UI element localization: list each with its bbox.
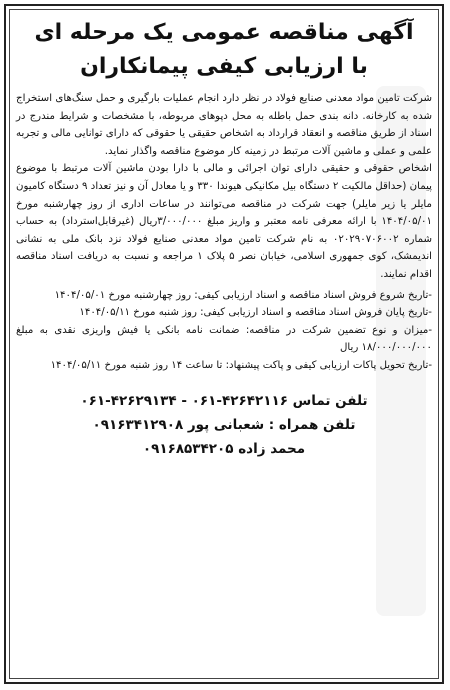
notice-frame <box>4 4 444 684</box>
title-line-1: آگهی مناقصه عمومی یک مرحله ای <box>34 20 414 45</box>
contact-mobile-1: تلفن همراه : شعبانی پور ۰۹۱۶۳۴۱۲۹۰۸ <box>92 416 356 433</box>
item-guarantee: -میزان و نوع تضمین شرکت در مناقصه: ضمانت نامه بانکی یا فیش واریزی نقدی به مبلغ ۱۸/۰۰۰/۰۰۰/۰۰۰ ریال <box>16 324 432 354</box>
item-sale-start: -تاریخ شروع فروش اسناد مناقصه و اسناد ارزیابی کیفی: روز چهارشنبه مورخ ۱۴۰۴/۰۵/۰۱ <box>54 289 432 301</box>
item-submission: -تاریخ تحویل پاکات ارزیابی کیفی و پاکت پیشنهاد: تا ساعت ۱۴ روز شنبه مورخ ۱۴۰۴/۰۵/۱۱ <box>50 359 432 371</box>
paragraph-eligibility: اشخاص حقوقی و حقیقی دارای توان اجرائی و مالی با دارا بودن ماشین آلات مرتبط با موضوع پیمان (حداقل مالکیت ۲ دستگاه بیل مکانیکی هیوندا ۳۳۰ و یا معادل آن و نیز تعداد ۹ دستگاه کامیون مایلر یا زیر مایلر) جهت شرکت در مناقصه می‌توانند در ساعات اداری از روز چهارشنبه مورخ ۱۴۰۴/۰۵/۰۱ با ارائه معرفی نامه معتبر و واریز مبلغ ۳/۰۰۰/۰۰۰ریال (غیرقابل‌استرداد) به حساب شماره ۰۲۰۲۹۰۷۰۶۰۰۲ به نام شرکت تامین مواد معدنی صنایع فولاد نزد بانک ملی به نشانی اندیمشک، کوی جمهوری اسلامی، خیابان نصر ۵ پلاک ۱ مراجعه و نسبت به دریافت اسناد مناقصه اقدام نمایند. <box>16 163 433 280</box>
notice-body <box>16 90 432 284</box>
contact-mobile-2: محمد زاده ۰۹۱۶۸۵۳۴۲۰۵ <box>142 440 306 457</box>
title-line-2: با ارزیابی کیفی پیمانکاران <box>80 54 368 79</box>
item-sale-end: -تاریخ پایان فروش اسناد مناقصه و اسناد ارزیابی کیفی: روز شنبه مورخ ۱۴۰۴/۰۵/۱۱ <box>79 307 432 319</box>
paragraph-intro: شرکت تامین مواد معدنی صنایع فولاد در نظر دارد انجام عملیات بارگیری و حمل سنگ‌های استخراج شده به کارخانه. دانه بندی حمل باطله به محل دپوهای مربوطه، با مشخصات و شرایط مندرج در اسناد از طریق مناقصه و انعقاد قرارداد به اشخاص حقیقی یا حقوقی که دارای توانایی مالی و تجربه علمی و عملی و ماشین آلات مرتبط در زمینه کار موضوع مناقصه واگذار نماید. <box>16 93 432 157</box>
schedule-list <box>16 287 432 375</box>
notice-content <box>16 14 432 676</box>
notice-title <box>16 16 432 84</box>
contact-block <box>16 389 432 461</box>
contact-phone: تلفن تماس ۴۲۶۴۲۱۱۶-۰۶۱ - ۴۲۶۲۹۱۳۴-۰۶۱ <box>80 392 368 409</box>
